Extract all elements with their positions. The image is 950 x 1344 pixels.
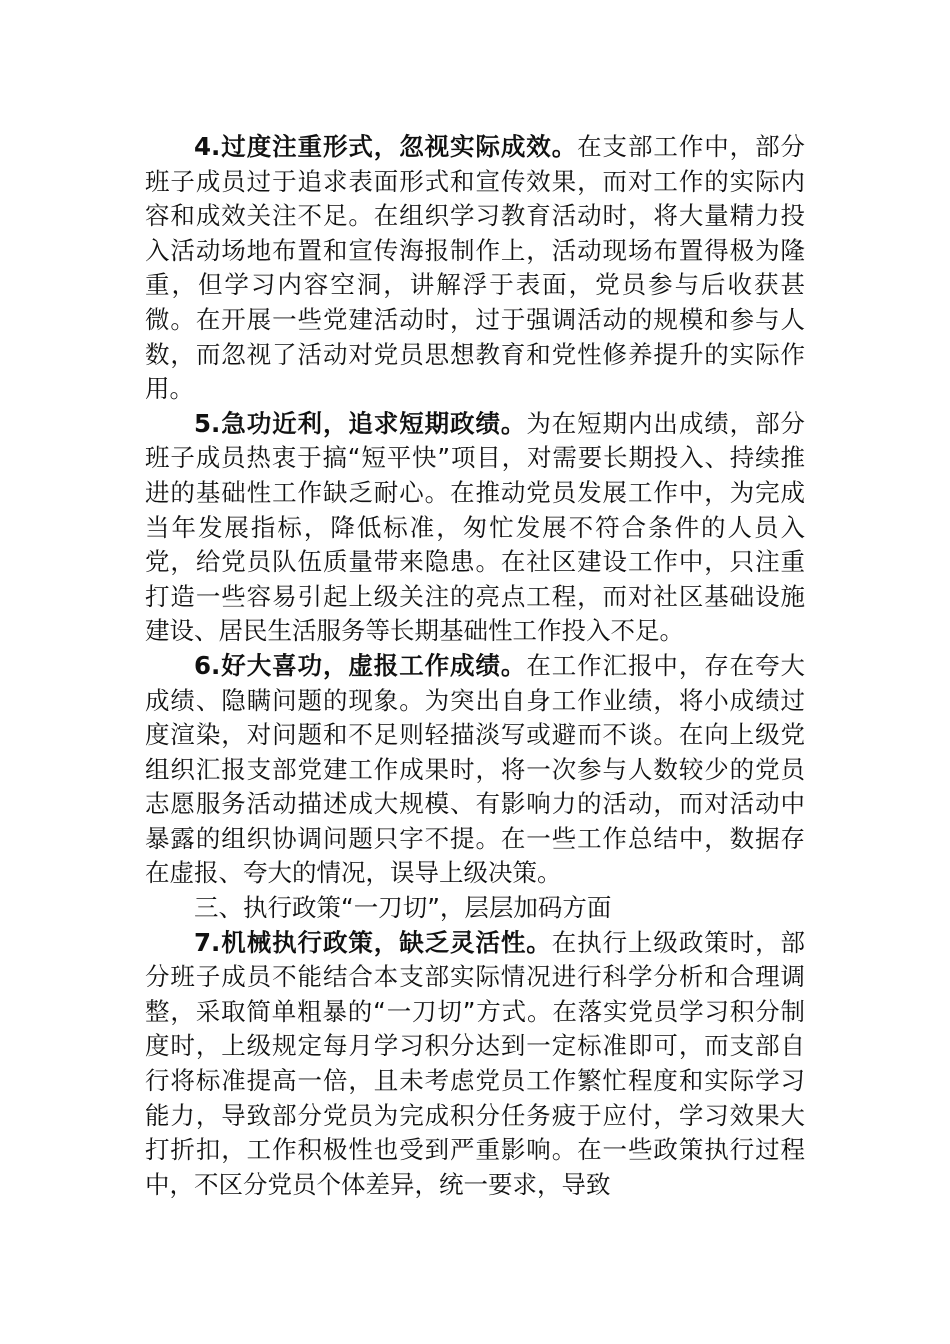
paragraph-heading: 6.好大喜功，虚报工作成绩。 <box>194 650 527 680</box>
section-title: 三、执行政策“一刀切”，层层加码方面 <box>194 893 612 923</box>
paragraph-body: 在支部工作中，部分班子成员过于追求表面形式和宣传效果，而对工作的实际内容和成效关注不足。在组织学习教育活动时，将大量精力投入活动场地布置和宣传海报制作上，活动现场布置得极为隆重，但学习内容空洞，讲解浮于表面，党员参与后收获甚微。在开展一些党建活动时，过于强调活动的规模和参与人数，而忽视了活动对党员思想教育和党性修养提升的实际作用。 <box>145 132 805 404</box>
paragraph-4 <box>145 130 805 407</box>
paragraph-heading: 7.机械执行政策，缺乏灵活性。 <box>194 927 552 957</box>
paragraph-body: 在工作汇报中，存在夸大成绩、隐瞒问题的现象。为突出自身工作业绩，将小成绩过度渲染，对问题和不足则轻描淡写或避而不谈。在向上级党组织汇报支部党建工作成果时，将一次参与人数较少的党员志愿服务活动描述成大规模、有影响力的活动，而对活动中暴露的组织协调问题只字不提。在一些工作总结中，数据存在虚报、夸大的情况，误导上级决策。 <box>145 650 806 888</box>
paragraph-5 <box>145 407 805 649</box>
paragraph-heading: 4.过度注重形式，忽视实际成效。 <box>194 132 578 161</box>
paragraph-body: 为在短期内出成绩，部分班子成员热衷于搞“短平快”项目，对需要长期投入、持续推进的基础性工作缺乏耐心。在推动党员发展工作中，为完成当年发展指标，降低标准，匆忙发展不符合条件的人员入党，给党员队伍质量带来隐患。在社区建设工作中，只注重打造一些容易引起上级关注的亮点工程，而对社区基础设施建设、居民生活服务等长期基础性工作投入不足。 <box>145 408 806 646</box>
document-page <box>145 130 805 1202</box>
paragraph-heading: 5.急功近利，追求短期政绩。 <box>194 408 527 438</box>
paragraph-body: 在执行上级政策时，部分班子成员不能结合本支部实际情况进行科学分析和合理调整，采取简单粗暴的“一刀切”方式。在落实党员学习积分制度时，上级规定每月学习积分达到一定标准即可，而支部自行将标准提高一倍，且未考虑党员工作繁忙程度和实际学习能力，导致部分党员为完成积分任务疲于应付，学习效果大打折扣，工作积极性也受到严重影响。在一些政策执行过程中，不区分党员个体差异，统一要求，导致 <box>145 927 806 1199</box>
paragraph-6 <box>145 649 805 891</box>
paragraph-7 <box>145 926 805 1203</box>
